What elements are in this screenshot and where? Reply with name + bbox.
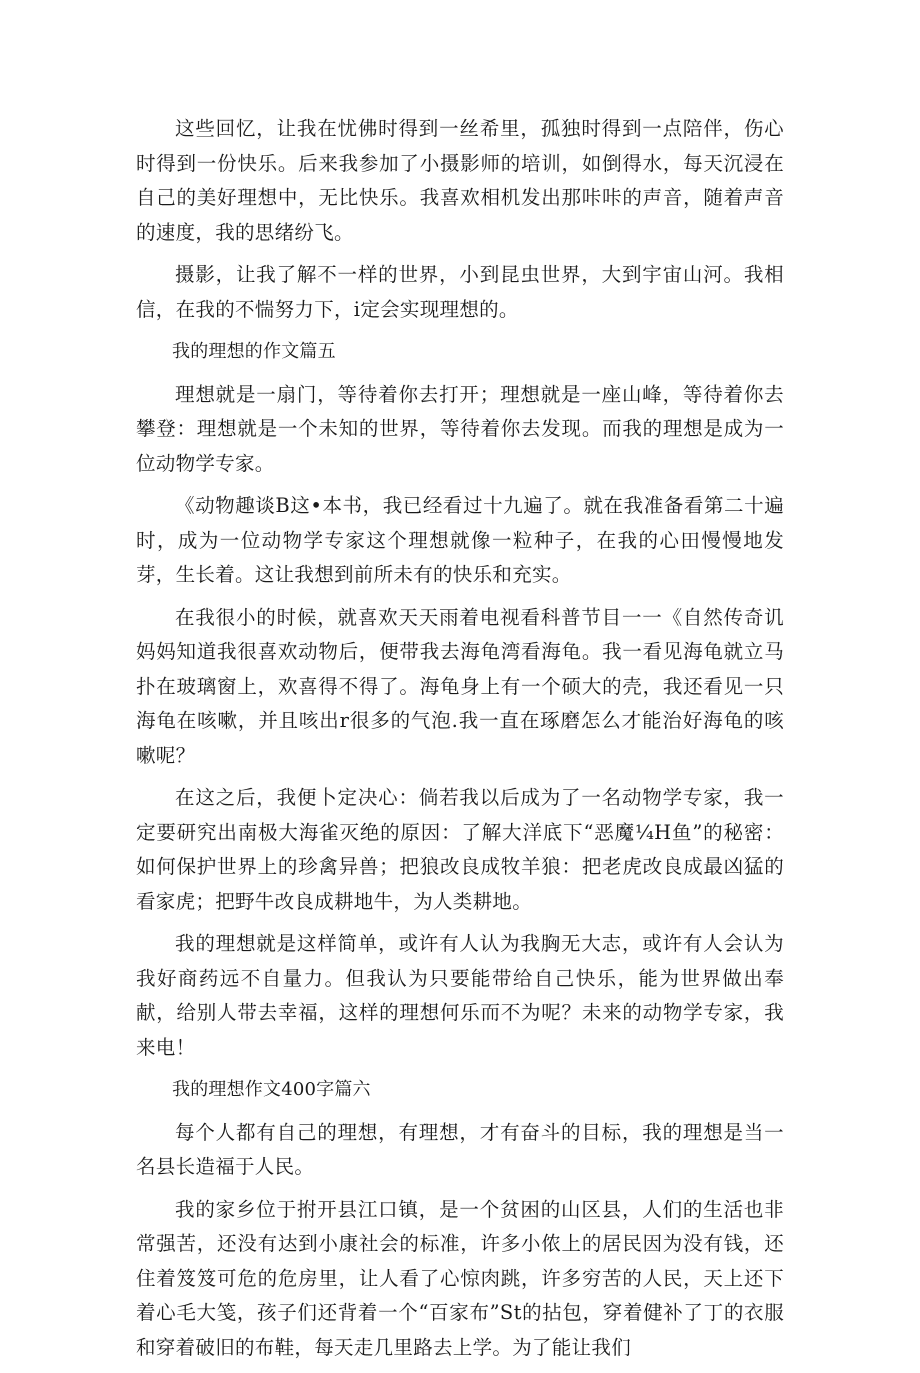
paragraph-ideal-door: 理想就是一扇门，等待着你去打开；理想就是一座山峰，等待着你去攀登：理想就是一个未知的世界，等待着你去发现。而我的理想是成为一位动物学专家。: [136, 382, 784, 475]
paragraph-memories: 这些回忆，让我在忧佛时得到一丝希里，孤独时得到一点陪伴，伤心时得到一份快乐。后来我参加了小摄影师的培训，如倒得水，每天沉浸在自己的美好理想中，无比快乐。我喜欢相机发出那咔咔的声音，随着声音的速度，我的思绪纷飞。: [136, 117, 784, 244]
paragraph-animal-book: 《动物趣谈B这•本书，我已经看过十九遍了。就在我准备看第二十遍时，成为一位动物学专家这个理想就像一粒种子，在我的心田慢慢地发芽，生长着。这让我想到前所未有的快乐和充实。: [136, 494, 784, 586]
paragraph-determination: 在这之后，我便卜定决心：倘若我以后成为了一名动物学专家，我一定要研究出南极大海雀灭绝的原因：了解大洋底下“恶魔¼H鱼”的秘密：如何保护世界上的珍禽异兽；把狼改良成牧羊狼：把老虎改良成最凶猛的看家虎；把野牛改良成耕地牛，为人类耕地。: [136, 786, 784, 913]
paragraph-sea-turtle: 在我很小的时候，就喜欢天天雨着电视看科普节目一一《自然传奇讥妈妈知道我很喜欢动物后，便带我去海龟湾看海龟。我一看见海龟就立马扑在玻璃窗上，欢喜得不得了。海龟身上有一个硕大的壳，我还看见一只海龟在咳嗽，并且咳出r很多的气泡.我一直在琢磨怎么才能治好海龟的咳嗽呢？: [136, 605, 784, 767]
paragraph-photography: 摄影，让我了解不一样的世界，小到昆虫世界，大到宇宙山河。我相信，在我的不惴努力下，i定会实现理想的。: [136, 263, 784, 321]
section-heading-part-six: 我的理想作文400字篇六: [172, 1079, 371, 1100]
document-page: [136, 112, 784, 1373]
paragraph-hometown: 我的家乡位于拊开县江口镇，是一个贫困的山区县，人们的生活也非常强苦，还没有达到小康社会的标准，许多小侬上的居民因为没有钱，还住着笈笈可危的危房里，让人看了心惊肉跳，许多穷苦的人民，天上还下着心毛大笺，孩子们还背着一个“百家布”St的拈包，穿着健补了丁的衣服和穿着破旧的布鞋，每天走几里路去上学。为了能让我们: [136, 1197, 784, 1359]
section-heading-part-five: 我的理想的作文篇五: [172, 341, 336, 362]
paragraph-county-head: 每个人都有自己的理想，有理想，才有奋斗的目标，我的理想是当一名县长造福于人民。: [136, 1120, 784, 1178]
paragraph-simple-ideal: 我的理想就是这样简单，或许有人认为我胸无大志，或许有人会认为我好商药远不自量力。但我认为只要能带给自己快乐，能为世界做出奉献，给别人带去幸福，这样的理想何乐而不为呢？未来的动物学专家，我来电！: [136, 932, 784, 1059]
